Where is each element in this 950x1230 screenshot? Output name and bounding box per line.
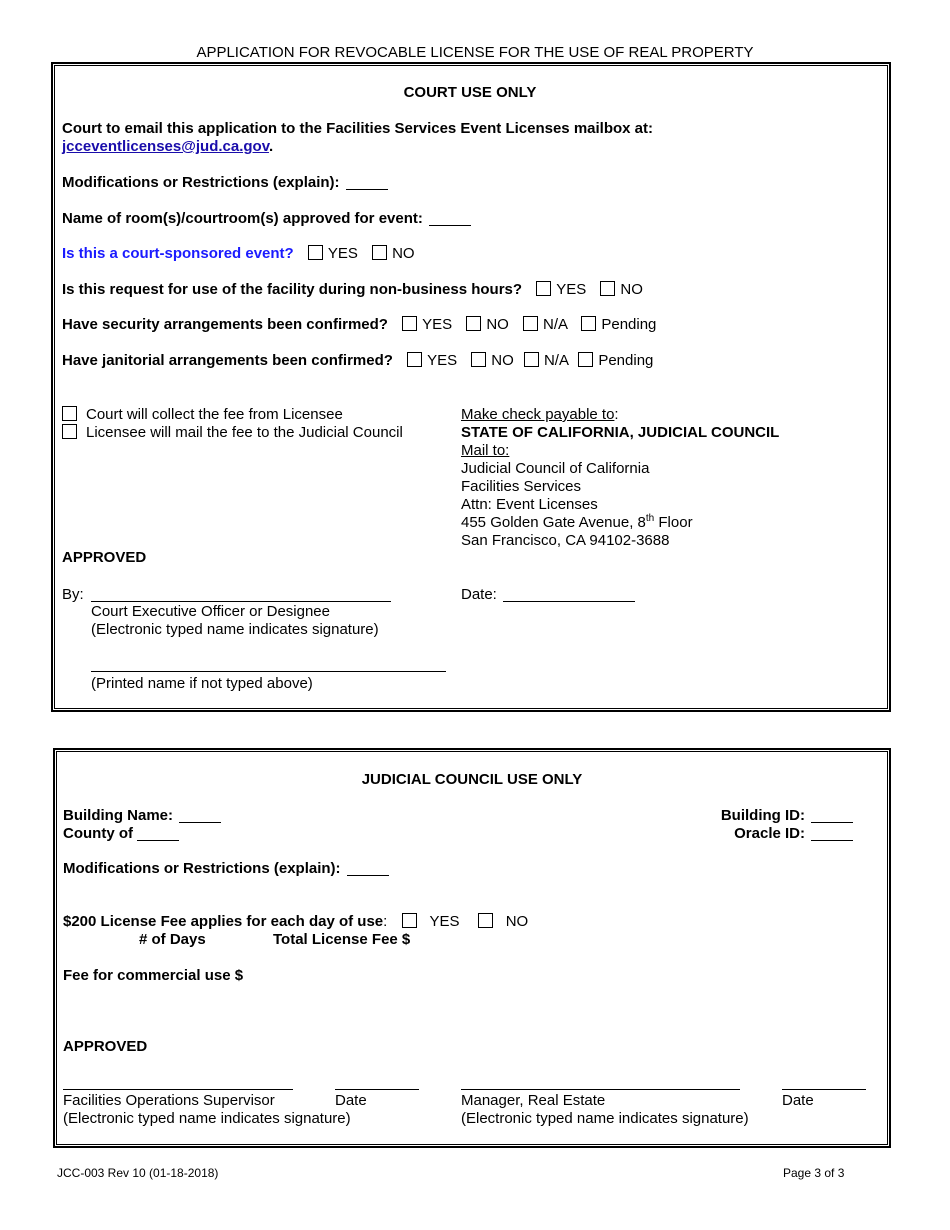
security-no-checkbox[interactable]: [466, 316, 481, 331]
janitorial-na-label: N/A: [543, 352, 569, 369]
printed-name-line[interactable]: [91, 671, 446, 672]
supervisor-signature-line[interactable]: [63, 1089, 293, 1090]
security-yes-label: YES: [422, 316, 453, 333]
address-line-2: Facilities Services: [461, 478, 582, 495]
mail-to-label: Mail to:: [461, 442, 510, 459]
supervisor-title: Facilities Operations Supervisor: [63, 1092, 275, 1109]
sponsored-no-checkbox[interactable]: [372, 245, 387, 260]
fee-yes-label: YES: [429, 913, 460, 930]
sponsored-no-label: NO: [392, 245, 415, 262]
jc-modifications-field[interactable]: [347, 861, 389, 876]
janitorial-na-checkbox[interactable]: [524, 352, 539, 367]
modifications-label: Modifications or Restrictions (explain):: [62, 174, 340, 191]
supervisor-electronic-note: (Electronic typed name indicates signature): [63, 1110, 351, 1127]
non-business-hours-question: Is this request for use of the facility during non-business hours?: [62, 281, 523, 298]
licensee-mail-fee-label: Licensee will mail the fee to the Judicial Council: [86, 424, 403, 441]
modifications-field[interactable]: [346, 175, 388, 190]
court-electronic-note: (Electronic typed name indicates signature): [91, 621, 379, 638]
nonbusiness-no-checkbox[interactable]: [600, 281, 615, 296]
nonbusiness-yes-label: YES: [556, 281, 587, 298]
jc-section-heading: JUDICIAL COUNCIL USE ONLY: [361, 771, 583, 788]
court-date-label: Date:: [461, 586, 497, 603]
security-question: Have security arrangements been confirmed?: [62, 316, 388, 333]
manager-title: Manager, Real Estate: [461, 1092, 606, 1109]
court-section-heading: COURT USE ONLY: [403, 84, 537, 101]
manager-date-label: Date: [782, 1092, 814, 1109]
manager-date-line[interactable]: [782, 1089, 866, 1090]
printed-name-note: (Printed name if not typed above): [91, 675, 313, 692]
jc-modifications-label: Modifications or Restrictions (explain):: [63, 860, 341, 877]
building-id-field[interactable]: [811, 808, 853, 823]
janitorial-yes-checkbox[interactable]: [407, 352, 422, 367]
licensee-mail-fee-checkbox[interactable]: [62, 424, 77, 439]
building-id-label: Building ID:: [720, 807, 805, 824]
oracle-id-field[interactable]: [811, 826, 853, 841]
email-period: .: [268, 138, 274, 155]
nonbusiness-no-label: NO: [620, 281, 643, 298]
security-na-label: N/A: [542, 316, 568, 333]
security-pending-label: Pending: [601, 316, 657, 333]
rooms-field[interactable]: [429, 211, 471, 226]
janitorial-pending-label: Pending: [598, 352, 654, 369]
janitorial-question: Have janitorial arrangements been confirmed?: [62, 352, 393, 369]
janitorial-no-label: NO: [491, 352, 514, 369]
form-id: JCC-003 Rev 10 (01-18-2018): [57, 1166, 219, 1180]
address-line-3: Attn: Event Licenses: [461, 496, 598, 513]
form-title: APPLICATION FOR REVOCABLE LICENSE FOR THE USE OF REAL PROPERTY: [196, 44, 754, 61]
ceo-label: Court Executive Officer or Designee: [91, 603, 330, 620]
supervisor-date-line[interactable]: [335, 1089, 419, 1090]
fee-no-label: NO: [505, 913, 529, 930]
janitorial-no-checkbox[interactable]: [471, 352, 486, 367]
court-sponsored-question: Is this a court-sponsored event?: [62, 245, 294, 262]
by-signature-line[interactable]: [91, 601, 391, 602]
security-yes-checkbox[interactable]: [402, 316, 417, 331]
email-link[interactable]: jcceventlicenses@jud.ca.gov: [62, 138, 269, 155]
address-line-1: Judicial Council of California: [461, 460, 650, 477]
rooms-label: Name of room(s)/courtroom(s) approved for event:: [62, 210, 423, 227]
license-fee-question: $200 License Fee applies for each day of use: [63, 913, 384, 930]
sponsored-yes-checkbox[interactable]: [308, 245, 323, 260]
num-days-label: # of Days: [139, 931, 206, 948]
by-label: By:: [62, 586, 84, 603]
oracle-id-label: Oracle ID:: [734, 825, 805, 842]
commercial-fee-label: Fee for commercial use $: [63, 967, 244, 984]
license-fee-colon: :: [383, 913, 388, 930]
fee-no-checkbox[interactable]: [478, 913, 493, 928]
janitorial-pending-checkbox[interactable]: [578, 352, 593, 367]
security-pending-checkbox[interactable]: [581, 316, 596, 331]
fee-yes-checkbox[interactable]: [402, 913, 417, 928]
payable-colon: :: [614, 406, 619, 423]
nonbusiness-yes-checkbox[interactable]: [536, 281, 551, 296]
county-of-label: County of: [63, 825, 133, 842]
jc-approved-heading: APPROVED: [63, 1038, 148, 1055]
payable-label: Make check payable to: [461, 406, 615, 423]
payable-to: STATE OF CALIFORNIA, JUDICIAL COUNCIL: [461, 424, 780, 441]
building-name-label: Building Name:: [63, 807, 174, 824]
court-collect-fee-checkbox[interactable]: [62, 406, 77, 421]
manager-electronic-note: (Electronic typed name indicates signature): [461, 1110, 749, 1127]
security-no-label: NO: [486, 316, 509, 333]
court-date-line[interactable]: [503, 601, 635, 602]
total-license-fee-label: Total License Fee $: [273, 931, 411, 948]
email-instruction: Court to email this application to the Facilities Services Event Licenses mailbox at:: [62, 120, 653, 137]
address-line-4: 455 Golden Gate Avenue, 8th Floor: [461, 513, 693, 531]
court-collect-fee-label: Court will collect the fee from Licensee: [86, 406, 343, 423]
janitorial-yes-label: YES: [427, 352, 458, 369]
supervisor-date-label: Date: [335, 1092, 367, 1109]
manager-signature-line[interactable]: [461, 1089, 740, 1090]
security-na-checkbox[interactable]: [523, 316, 538, 331]
page-number: Page 3 of 3: [783, 1166, 845, 1180]
address-line-5: San Francisco, CA 94102-3688: [461, 532, 670, 549]
court-approved-heading: APPROVED: [62, 549, 147, 566]
sponsored-yes-label: YES: [327, 245, 358, 262]
county-field[interactable]: [137, 826, 179, 841]
building-name-field[interactable]: [179, 808, 221, 823]
